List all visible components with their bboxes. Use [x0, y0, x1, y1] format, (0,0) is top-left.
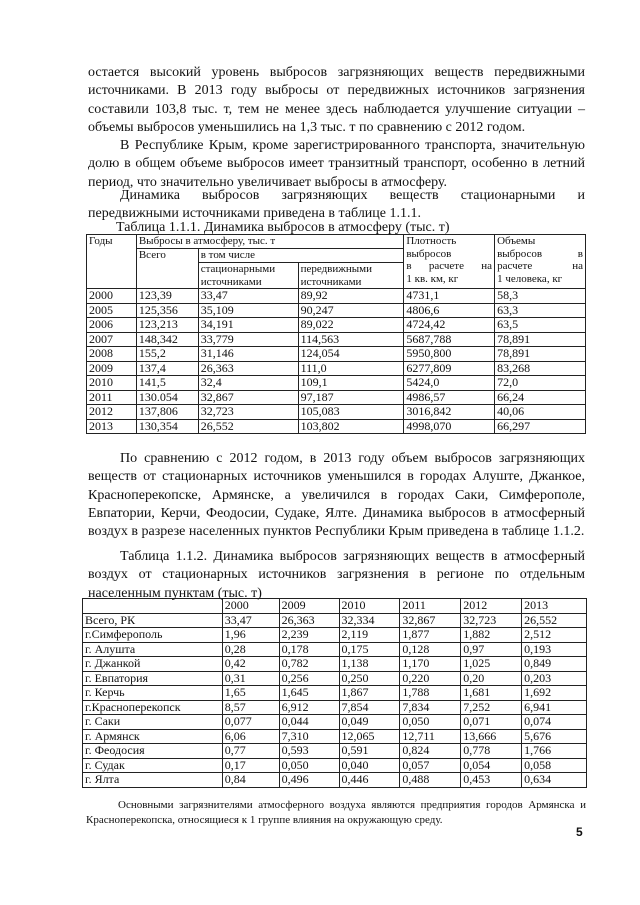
header-empty-cell [83, 599, 223, 614]
header-density-line3 [406, 260, 492, 273]
value-cell: 123,39 [136, 289, 198, 304]
value-cell: 26,552 [522, 613, 587, 628]
table-row [87, 318, 586, 333]
value-cell: 105,083 [298, 405, 404, 420]
value-cell: 5,676 [522, 729, 587, 744]
settlement-name-cell: г. Судак [83, 758, 223, 773]
settlement-name-cell: Всего, РК [83, 613, 223, 628]
value-cell: 1,788 [400, 686, 461, 701]
table-row [87, 347, 586, 362]
header-percap-line4: 1 человека, кг [497, 272, 563, 285]
value-cell: 1,681 [461, 686, 522, 701]
table-row [83, 628, 587, 643]
year-header-cell: 2012 [461, 599, 522, 614]
value-cell: 130,354 [136, 419, 198, 434]
header-density [404, 235, 495, 289]
value-cell: 35,109 [198, 303, 298, 318]
value-cell: 5424,0 [404, 376, 495, 391]
value-cell: 32,723 [198, 405, 298, 420]
value-cell: 0,203 [522, 671, 587, 686]
value-cell: 0,074 [522, 715, 587, 730]
value-cell: 1,882 [461, 628, 522, 643]
value-cell: 114,563 [298, 332, 404, 347]
value-cell: 1,170 [400, 657, 461, 672]
value-cell: 66,24 [495, 390, 586, 405]
header-percap-line2 [497, 248, 583, 261]
value-cell: 32,867 [198, 390, 298, 405]
header-total: Всего [136, 249, 198, 289]
value-cell: 0,778 [461, 744, 522, 759]
value-cell: 0,453 [461, 773, 522, 788]
value-cell: 0,849 [522, 657, 587, 672]
value-cell: 0,050 [279, 758, 339, 773]
table-row [87, 332, 586, 347]
value-cell: 124,054 [298, 347, 404, 362]
value-cell: 1,766 [522, 744, 587, 759]
value-cell: 1,877 [400, 628, 461, 643]
settlement-name-cell: г. Саки [83, 715, 223, 730]
settlement-name-cell: г. Армянск [83, 729, 223, 744]
value-cell: 0,782 [279, 657, 339, 672]
value-cell: 0,593 [279, 744, 339, 759]
table-row [87, 303, 586, 318]
value-cell: 0,250 [339, 671, 400, 686]
value-cell: 2,119 [339, 628, 400, 643]
year-header-cell: 2011 [400, 599, 461, 614]
value-cell: 109,1 [298, 376, 404, 391]
value-cell: 8,57 [222, 700, 279, 715]
value-cell: 26,363 [279, 613, 339, 628]
header-percap-word: выбросов [497, 247, 543, 260]
value-cell: 111,0 [298, 361, 404, 376]
header-density-line4: 1 кв. км, кг [406, 272, 459, 285]
value-cell: 72,0 [495, 376, 586, 391]
value-cell: 0,044 [279, 715, 339, 730]
value-cell: 58,3 [495, 289, 586, 304]
table-row [83, 700, 587, 715]
value-cell: 0,591 [339, 744, 400, 759]
value-cell: 1,867 [339, 686, 400, 701]
value-cell: 33,47 [222, 613, 279, 628]
value-cell: 63,3 [495, 303, 586, 318]
settlement-name-cell: г. Феодосия [83, 744, 223, 759]
value-cell: 0,193 [522, 642, 587, 657]
header-emissions: Выбросы в атмосферу, тыс. т [136, 235, 404, 249]
value-cell: 1,025 [461, 657, 522, 672]
value-cell: 6,912 [279, 700, 339, 715]
year-cell: 2000 [87, 289, 137, 304]
table-row [83, 744, 587, 759]
value-cell: 123,213 [136, 318, 198, 333]
table-header-row [83, 599, 587, 614]
settlement-name-cell: г. Керчь [83, 686, 223, 701]
settlement-name-cell: г. Джанкой [83, 657, 223, 672]
value-cell: 0,057 [400, 758, 461, 773]
year-header-cell: 2000 [222, 599, 279, 614]
value-cell: 31,146 [198, 347, 298, 362]
value-cell: 0,054 [461, 758, 522, 773]
settlement-name-cell: г. Евпатория [83, 671, 223, 686]
table-row [83, 686, 587, 701]
header-years: Годы [87, 235, 137, 289]
value-cell: 6277,809 [404, 361, 495, 376]
value-cell: 0,20 [461, 671, 522, 686]
page-number: 5 [576, 825, 583, 839]
header-percap-line3 [497, 260, 583, 273]
table-1-caption: Таблица 1.1.1. Динамика выбросов в атмосферу (тыс. т) [116, 220, 450, 235]
value-cell: 66,297 [495, 419, 586, 434]
value-cell: 1,138 [339, 657, 400, 672]
value-cell: 0,058 [522, 758, 587, 773]
value-cell: 13,666 [461, 729, 522, 744]
value-cell: 2,512 [522, 628, 587, 643]
value-cell: 0,049 [339, 715, 400, 730]
value-cell: 89,022 [298, 318, 404, 333]
footnote: Основными загрязнителями атмосферного воздуха являются предприятия городов Армянска и Красноперекопска, относящиеся к 1 группе влияния на окружающую среду. [86, 799, 586, 826]
year-cell: 2012 [87, 405, 137, 420]
value-cell: 137,4 [136, 361, 198, 376]
value-cell: 125,356 [136, 303, 198, 318]
emissions-dynamics-table [86, 234, 586, 434]
table-row [83, 642, 587, 657]
table-row [87, 405, 586, 420]
value-cell: 0,31 [222, 671, 279, 686]
value-cell: 0,496 [279, 773, 339, 788]
emissions-table-body [87, 289, 586, 434]
table-row [87, 419, 586, 434]
value-cell: 137,806 [136, 405, 198, 420]
value-cell: 4806,6 [404, 303, 495, 318]
header-mobile: передвижными источниками [298, 263, 404, 289]
paragraph-transit-transport: В Республике Крым, кроме зарегистрированного транспорта, значительную долю в общем объеме выбросов имеет транзитный транспорт, особенно в летний период, что значительно увеличивает выбросы в атмосферу. [88, 138, 585, 190]
table-row [83, 773, 587, 788]
value-cell: 4998,070 [404, 419, 495, 434]
table-row [83, 729, 587, 744]
value-cell: 0,446 [339, 773, 400, 788]
value-cell: 148,342 [136, 332, 198, 347]
value-cell: 7,834 [400, 700, 461, 715]
header-including: в том числе [198, 249, 404, 263]
value-cell: 0,040 [339, 758, 400, 773]
value-cell: 12,711 [400, 729, 461, 744]
value-cell: 0,077 [222, 715, 279, 730]
value-cell: 32,723 [461, 613, 522, 628]
value-cell: 33,779 [198, 332, 298, 347]
table-row [83, 715, 587, 730]
value-cell: 4731,1 [404, 289, 495, 304]
value-cell: 7,310 [279, 729, 339, 744]
settlement-name-cell: г. Алушта [83, 642, 223, 657]
year-header-cell: 2010 [339, 599, 400, 614]
value-cell: 141,5 [136, 376, 198, 391]
year-header-cell: 2009 [279, 599, 339, 614]
value-cell: 1,645 [279, 686, 339, 701]
table-row [83, 657, 587, 672]
value-cell: 0,256 [279, 671, 339, 686]
value-cell: 26,363 [198, 361, 298, 376]
value-cell: 0,220 [400, 671, 461, 686]
value-cell: 40,06 [495, 405, 586, 420]
value-cell: 155,2 [136, 347, 198, 362]
year-cell: 2007 [87, 332, 137, 347]
value-cell: 0,071 [461, 715, 522, 730]
table-row [83, 758, 587, 773]
value-cell: 12,065 [339, 729, 400, 744]
value-cell: 0,634 [522, 773, 587, 788]
value-cell: 78,891 [495, 347, 586, 362]
year-cell: 2011 [87, 390, 137, 405]
table-row [83, 671, 587, 686]
value-cell: 90,247 [298, 303, 404, 318]
year-cell: 2010 [87, 376, 137, 391]
value-cell: 6,06 [222, 729, 279, 744]
header-density-word: расчете [428, 260, 464, 272]
value-cell: 0,84 [222, 773, 279, 788]
header-percap-line1: Объемы [497, 235, 536, 247]
value-cell: 2,239 [279, 628, 339, 643]
value-cell: 0,050 [400, 715, 461, 730]
value-cell: 1,65 [222, 686, 279, 701]
value-cell: 5687,788 [404, 332, 495, 347]
value-cell: 0,488 [400, 773, 461, 788]
year-header-cell: 2013 [522, 599, 587, 614]
year-cell: 2006 [87, 318, 137, 333]
header-per-capita [495, 235, 586, 289]
value-cell: 32,4 [198, 376, 298, 391]
table-row [87, 390, 586, 405]
value-cell: 4986,57 [404, 390, 495, 405]
value-cell: 83,268 [495, 361, 586, 376]
header-density-word: на [481, 260, 493, 272]
paragraph-settlement-dynamics: По сравнению с 2012 годом, в 2013 году объем выбросов загрязняющих веществ от стационарных источников уменьшился в городах Алуште, Джанкое, Красноперекопске, Армянске, а увеличился в городах Саки, Симферополе, Евпатории, Керчи, Феодосии, Судаке, Ялте. Динамика выбросов в атмосферный воздух в разрезе населенных пунктов Республики Крым приведена в таблице 1.1.2. [88, 451, 585, 540]
settlement-name-cell: г. Ялта [83, 773, 223, 788]
value-cell: 0,17 [222, 758, 279, 773]
table-row [87, 289, 586, 304]
value-cell: 7,854 [339, 700, 400, 715]
value-cell: 89,92 [298, 289, 404, 304]
value-cell: 0,42 [222, 657, 279, 672]
settlement-name-cell: г.Красноперекопск [83, 700, 223, 715]
value-cell: 130.054 [136, 390, 198, 405]
table-2-caption: Таблица 1.1.2. Динамика выбросов загрязняющих веществ в атмосферный воздух от стационарных источников загрязнения в регионе по отдельным населенным пунктам (тыс. т) [88, 549, 585, 601]
value-cell: 26,552 [198, 419, 298, 434]
table-row [87, 376, 586, 391]
settlement-emissions-table [82, 598, 587, 788]
header-density-line1: Плотность [406, 235, 457, 247]
value-cell: 0,77 [222, 744, 279, 759]
year-cell: 2009 [87, 361, 137, 376]
value-cell: 5950,800 [404, 347, 495, 362]
table-row [87, 361, 586, 376]
paragraph-transport-emissions: остается высокий уровень выбросов загрязняющих веществ передвижными источниками. В 2013 году выбросы от передвижных источников загрязнения составили 103,8 тыс. т, тем не менее здесь наблюдается улучшение ситуации – объемы выбросов уменьшились на 1,3 тыс. т по сравнению с 2012 годом. [88, 65, 585, 135]
value-cell: 6,941 [522, 700, 587, 715]
value-cell: 1,692 [522, 686, 587, 701]
value-cell: 78,891 [495, 332, 586, 347]
value-cell: 32,867 [400, 613, 461, 628]
header-percap-word: на [572, 260, 583, 272]
value-cell: 97,187 [298, 390, 404, 405]
year-cell: 2005 [87, 303, 137, 318]
value-cell: 0,97 [461, 642, 522, 657]
value-cell: 33,47 [198, 289, 298, 304]
table-row [83, 613, 587, 628]
settlement-name-cell: г.Симферополь [83, 628, 223, 643]
value-cell: 1,96 [222, 628, 279, 643]
value-cell: 7,252 [461, 700, 522, 715]
value-cell: 34,191 [198, 318, 298, 333]
header-density-line2: выбросов [406, 247, 452, 260]
value-cell: 0,175 [339, 642, 400, 657]
header-density-word: в [406, 260, 412, 272]
value-cell: 0,128 [400, 642, 461, 657]
paragraph-table-reference: Динамика выбросов загрязняющих веществ стационарными и передвижными источниками приведена в таблице 1.1.1. [88, 188, 585, 222]
value-cell: 103,802 [298, 419, 404, 434]
value-cell: 63,5 [495, 318, 586, 333]
value-cell: 3016,842 [404, 405, 495, 420]
value-cell: 0,178 [279, 642, 339, 657]
header-percap-word: в [577, 247, 583, 260]
value-cell: 32,334 [339, 613, 400, 628]
value-cell: 0,824 [400, 744, 461, 759]
value-cell: 0,28 [222, 642, 279, 657]
header-percap-word: расчете [497, 260, 533, 272]
value-cell: 4724,42 [404, 318, 495, 333]
header-stationary: стационарными источниками [198, 263, 298, 289]
year-cell: 2008 [87, 347, 137, 362]
settlement-table-body [83, 599, 587, 788]
year-cell: 2013 [87, 419, 137, 434]
